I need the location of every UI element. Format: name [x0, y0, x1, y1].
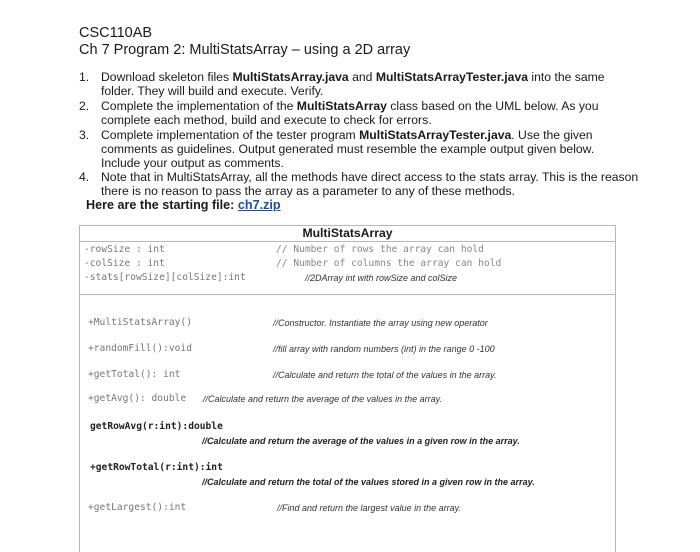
task-text-run: Note that in MultiStatsArray, all the methods have direct access to the stats array. This is the reason	[101, 170, 639, 184]
method-comment: //Calculate and return the total of the values stored in a given row in the array.	[202, 477, 535, 487]
task-number: 2.	[79, 99, 90, 113]
method-comment: //Calculate and return the average of the values in the array.	[203, 394, 442, 404]
method-comment: //fill array with random numbers (int) in the range 0 -100	[273, 344, 495, 354]
task-line	[101, 113, 598, 127]
method-comment: //Find and return the largest value in the array.	[277, 503, 461, 513]
attribute-comment: // Number of rows the array can hold	[276, 244, 484, 255]
task-number: 1.	[79, 70, 90, 84]
task-text-run: . Use the given	[511, 128, 593, 142]
task-text-run: class based on the UML below. As you	[386, 99, 599, 113]
uml-class-diagram	[79, 225, 616, 552]
uml-attributes	[80, 242, 615, 295]
method-decl: getRowAvg(r:int):double	[90, 421, 223, 432]
task-text-run: folder. They will build and execute. Verify.	[101, 84, 324, 98]
task-text-run: and	[348, 70, 376, 84]
task-text	[101, 128, 594, 170]
task-filename: MultiStatsArrayTester.java	[375, 70, 529, 84]
task-line	[101, 99, 598, 113]
task-text-run: Complete the implementation of the	[101, 99, 297, 113]
method-decl: +getLargest():int	[88, 502, 187, 513]
task-filename: MultiStatsArray	[296, 99, 387, 113]
method-decl: +getAvg(): double	[88, 393, 187, 404]
task-text	[101, 99, 598, 127]
method-comment: //Calculate and return the average of the values in a given row in the array.	[202, 436, 520, 446]
task-text-run: complete each method, build and execute to check for errors.	[101, 113, 432, 127]
task-line	[101, 156, 594, 170]
course-code: CSC110AB	[79, 25, 153, 41]
task-text-run: there is no reason to pass the array as a parameter to any of these methods.	[101, 184, 515, 198]
method-comment: //Constructor. Instantiate the array using new operator	[273, 318, 488, 328]
attribute-decl: -rowSize : int	[84, 244, 165, 255]
task-filename: MultiStatsArrayTester.java	[359, 128, 512, 142]
starting-file-label: Here are the starting file:	[86, 198, 238, 212]
task-line	[101, 170, 638, 184]
attribute-decl: -stats[rowSize][colSize]:int	[84, 272, 246, 283]
task-number: 4.	[79, 170, 90, 184]
task-line	[101, 184, 638, 198]
attribute-comment: // Number of columns the array can hold	[276, 258, 502, 269]
task-text-run: Download skeleton files	[101, 70, 233, 84]
task-line	[101, 142, 594, 156]
starting-file-link[interactable]: ch7.zip	[237, 198, 281, 212]
task-text-run: into the same	[528, 70, 605, 84]
task-text	[101, 170, 638, 198]
uml-class-name: MultiStatsArray	[80, 226, 615, 242]
task-text-run: Include your output as comments.	[101, 156, 284, 170]
method-decl: +getRowTotal(r:int):int	[90, 462, 223, 473]
task-text-run: Complete implementation of the tester program	[101, 128, 360, 142]
task-line	[101, 70, 605, 84]
method-decl: +randomFill():void	[88, 343, 192, 354]
task-line	[101, 128, 594, 142]
task-filename: MultiStatsArray.java	[232, 70, 349, 84]
method-decl: +MultiStatsArray()	[88, 317, 192, 328]
task-text	[101, 70, 605, 98]
attribute-decl: -colSize : int	[84, 258, 165, 269]
task-number: 3.	[79, 128, 90, 142]
assignment-title: Ch 7 Program 2: MultiStatsArray – using a 2D array	[79, 42, 411, 58]
method-decl: +getTotal(): int	[88, 369, 181, 380]
task-line	[101, 84, 605, 98]
attribute-comment: //2DArray int with rowSize and colSize	[305, 273, 458, 283]
method-comment: //Calculate and return the total of the values in the array.	[273, 370, 497, 380]
task-text-run: comments as guidelines. Output generated must resemble the example output given below.	[101, 142, 595, 156]
starting-file-line	[86, 198, 281, 212]
